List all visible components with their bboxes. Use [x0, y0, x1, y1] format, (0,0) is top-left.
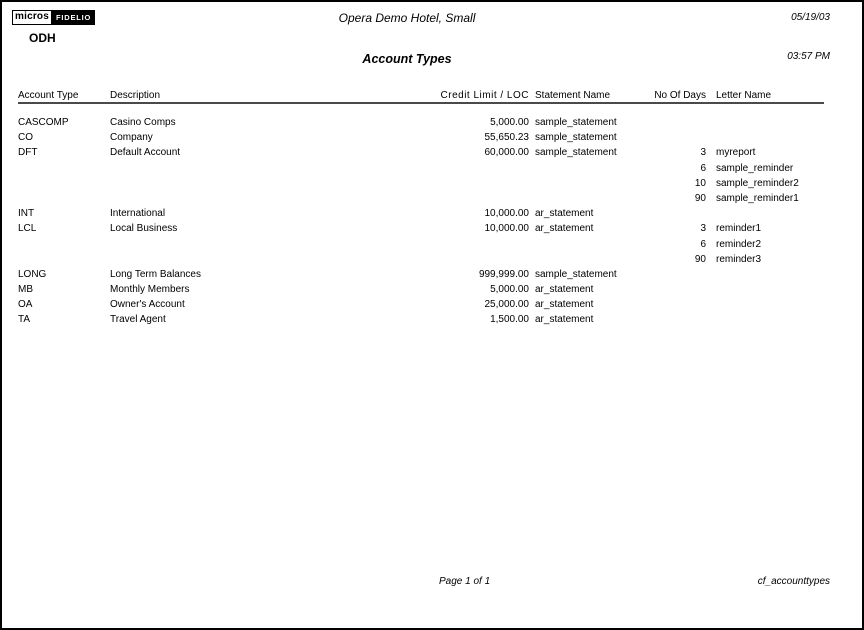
credit-limit-cell: 5,000.00 — [490, 284, 529, 296]
table-row — [2, 145, 862, 160]
statement-name-cell: sample_statement — [535, 268, 617, 280]
table-header — [2, 90, 862, 102]
table-row — [2, 115, 862, 130]
run-time: 03:57 PM — [787, 51, 830, 62]
table-row-letter-line — [2, 252, 862, 267]
table-row-letter-line — [2, 191, 862, 206]
account-type-cell: MB — [18, 284, 33, 296]
letter-name-cell: myreport — [716, 147, 756, 159]
statement-name-cell: ar_statement — [535, 299, 594, 311]
no-of-days-cell: 90 — [694, 253, 706, 265]
table-row — [2, 206, 862, 221]
statement-name-cell: ar_statement — [535, 223, 594, 235]
table-row-letter-line — [2, 237, 862, 252]
fidelio-logo-text: FIDELIO — [52, 10, 95, 25]
description-cell: Casino Comps — [110, 117, 176, 128]
no-of-days-cell: 6 — [700, 238, 706, 250]
table-rows — [2, 115, 862, 328]
run-date: 05/19/03 — [791, 12, 830, 23]
property-code: ODH — [29, 31, 56, 45]
credit-limit-cell: 1,500.00 — [490, 314, 529, 326]
account-type-cell: LONG — [18, 268, 47, 280]
letter-name-cell: sample_reminder2 — [716, 177, 799, 189]
column-header-account-type: Account Type — [18, 90, 79, 101]
description-cell: Travel Agent — [110, 314, 166, 326]
micros-logo-text: micros — [12, 10, 52, 25]
credit-limit-cell: 999,999.00 — [478, 268, 529, 280]
column-header-no-of-days: No Of Days — [654, 90, 706, 101]
letter-name-cell: reminder1 — [716, 223, 762, 235]
column-header-description: Description — [110, 90, 161, 101]
table-row — [2, 267, 862, 282]
table-row-letter-line — [2, 176, 862, 191]
table-row — [2, 282, 862, 297]
description-cell: Owner's Account — [110, 299, 185, 311]
no-of-days-cell: 3 — [700, 223, 706, 235]
report-title: Account Types — [362, 52, 452, 66]
description-cell: International — [110, 208, 166, 220]
table-row — [2, 130, 862, 145]
no-of-days-cell: 6 — [700, 162, 706, 174]
letter-name-cell: reminder2 — [716, 238, 762, 250]
report-id: cf_accounttypes — [757, 576, 830, 587]
statement-name-cell: ar_statement — [535, 208, 594, 220]
hotel-name: Opera Demo Hotel, Small — [338, 11, 476, 25]
table-row-letter-line — [2, 161, 862, 176]
credit-limit-cell: 5,000.00 — [490, 117, 529, 128]
account-type-cell: CO — [18, 132, 33, 144]
description-cell: Monthly Members — [110, 284, 190, 296]
account-type-cell: TA — [18, 314, 31, 326]
table-row — [2, 312, 862, 327]
credit-limit-cell: 10,000.00 — [484, 208, 529, 220]
no-of-days-cell: 3 — [700, 147, 706, 159]
account-type-cell: DFT — [18, 147, 38, 159]
credit-limit-cell: 25,000.00 — [484, 299, 529, 311]
description-cell: Company — [110, 132, 153, 144]
description-cell: Default Account — [110, 147, 181, 159]
account-type-cell: OA — [18, 299, 33, 311]
statement-name-cell: ar_statement — [535, 284, 594, 296]
account-type-cell: INT — [18, 208, 35, 220]
page-number: Page 1 of 1 — [439, 576, 491, 587]
credit-limit-cell: 55,650.23 — [484, 132, 529, 144]
header-rule — [18, 102, 824, 104]
letter-name-cell: sample_reminder1 — [716, 192, 799, 204]
account-type-cell: LCL — [18, 223, 37, 235]
table-row — [2, 297, 862, 312]
no-of-days-cell: 10 — [694, 177, 706, 189]
account-type-cell: CASCOMP — [18, 117, 69, 128]
column-header-credit-limit: Credit Limit / LOC — [440, 90, 529, 101]
credit-limit-cell: 60,000.00 — [484, 147, 529, 159]
statement-name-cell: sample_statement — [535, 117, 617, 128]
letter-name-cell: reminder3 — [716, 253, 762, 265]
credit-limit-cell: 10,000.00 — [484, 223, 529, 235]
statement-name-cell: ar_statement — [535, 314, 594, 326]
statement-name-cell: sample_statement — [535, 132, 617, 144]
column-header-letter-name: Letter Name — [716, 90, 772, 101]
statement-name-cell: sample_statement — [535, 147, 617, 159]
no-of-days-cell: 90 — [694, 192, 706, 204]
column-header-statement-name: Statement Name — [535, 90, 611, 101]
description-cell: Local Business — [110, 223, 178, 235]
table-row — [2, 221, 862, 236]
letter-name-cell: sample_reminder — [716, 162, 794, 174]
description-cell: Long Term Balances — [110, 268, 201, 280]
